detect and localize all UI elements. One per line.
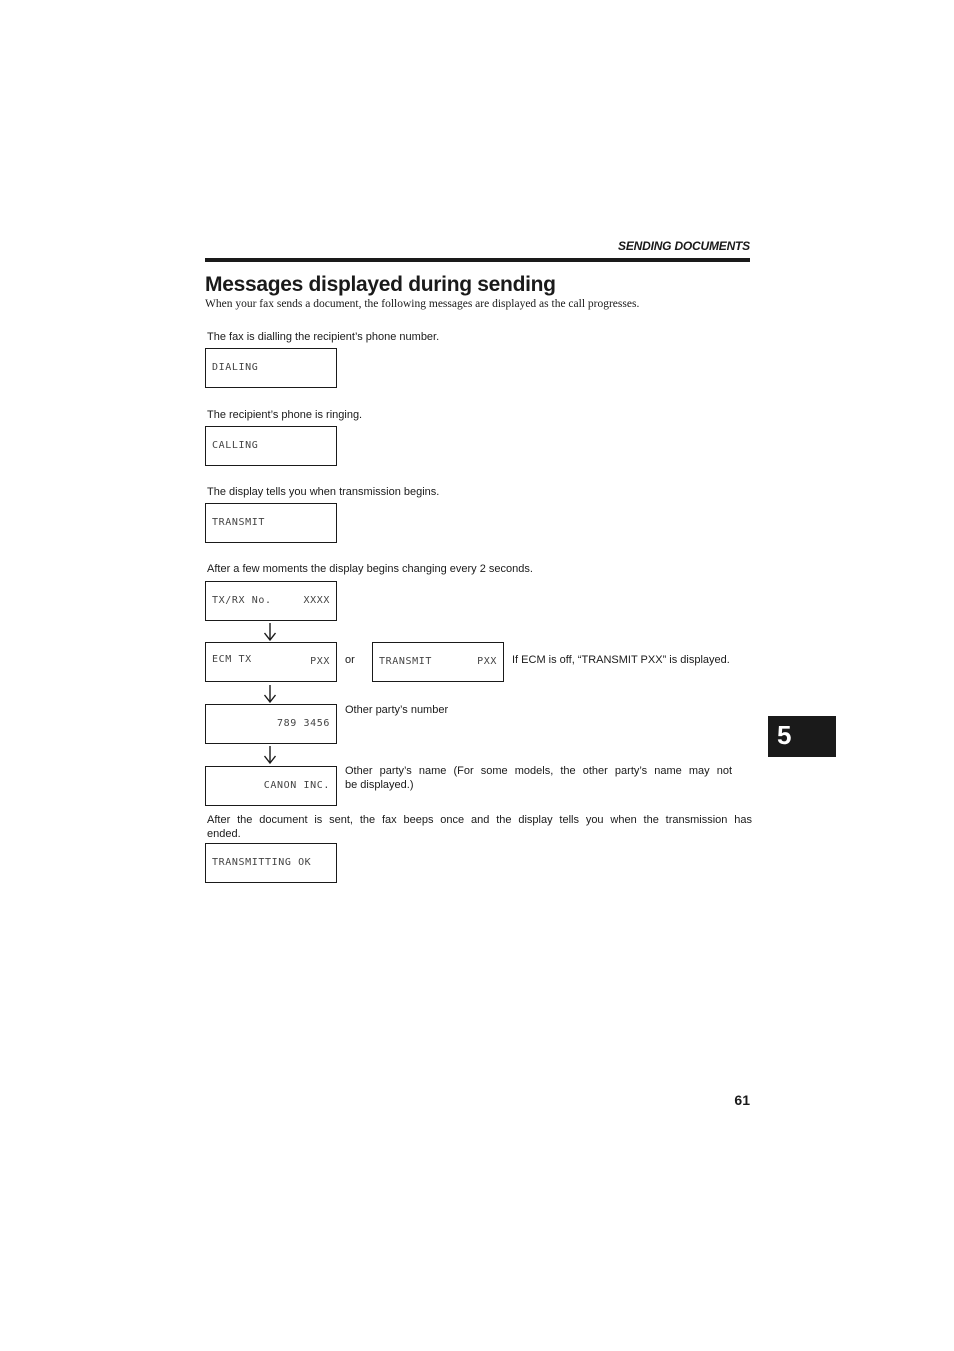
lcd-text-right: XXXX — [303, 595, 330, 606]
party-name-note-line: Other party’s name (For some models, the other party’s name may not — [345, 765, 732, 777]
done-caption-line: ended. — [207, 828, 241, 840]
lcd-txrx — [205, 581, 337, 621]
lcd-text: CANON INC. — [263, 780, 330, 791]
intro-text: When your fax sends a document, the following messages are displayed as the call progresses. — [205, 298, 640, 310]
lcd-text-left: TRANSMIT — [379, 656, 432, 667]
party-name-note-line: be displayed.) — [345, 779, 414, 791]
chapter-number: 5 — [777, 720, 792, 750]
dialing-caption: The fax is dialling the recipient’s phone number. — [207, 331, 440, 343]
down-arrow-icon — [263, 622, 277, 642]
lcd-text: TRANSMITTING OK — [212, 857, 312, 868]
lcd-calling — [205, 426, 337, 466]
lcd-party-number — [205, 704, 337, 744]
lcd-text: DIALING — [212, 362, 259, 373]
lcd-text-right: PXX — [477, 656, 497, 667]
lcd-transmit-alt — [372, 642, 504, 682]
lcd-text: 789 3456 — [277, 718, 330, 729]
lcd-text-right: PXX — [310, 656, 330, 667]
page-title: Messages displayed during sending — [205, 273, 556, 296]
done-caption — [207, 813, 752, 841]
lcd-text: CALLING — [212, 440, 259, 451]
party-number-note: Other party’s number — [345, 704, 449, 716]
lcd-ecm-tx — [205, 642, 337, 682]
lcd-transmit — [205, 503, 337, 543]
page-number: 61 — [734, 1092, 750, 1108]
or-label: or — [345, 654, 355, 666]
cycle-caption: After a few moments the display begins changing every 2 seconds. — [207, 563, 533, 575]
lcd-text: TRANSMIT — [212, 517, 265, 528]
ecm-off-note: If ECM is off, “TRANSMIT PXX” is displayed. — [512, 654, 730, 666]
lcd-party-name — [205, 766, 337, 806]
header-rule — [205, 258, 750, 262]
lcd-dialing — [205, 348, 337, 388]
down-arrow-icon — [263, 684, 277, 704]
lcd-text-left: ECM TX — [212, 654, 252, 665]
section-header: SENDING DOCUMENTS — [618, 239, 750, 253]
party-name-note — [345, 764, 732, 792]
transmit-caption: The display tells you when transmission begins. — [207, 486, 440, 498]
lcd-text-left: TX/RX No. — [212, 595, 272, 606]
chapter-tab — [768, 716, 836, 757]
down-arrow-icon — [263, 745, 277, 765]
calling-caption: The recipient’s phone is ringing. — [207, 409, 363, 421]
done-caption-line: After the document is sent, the fax beeps once and the display tells you when the transmission has — [207, 814, 752, 826]
lcd-transmitting-ok — [205, 843, 337, 883]
